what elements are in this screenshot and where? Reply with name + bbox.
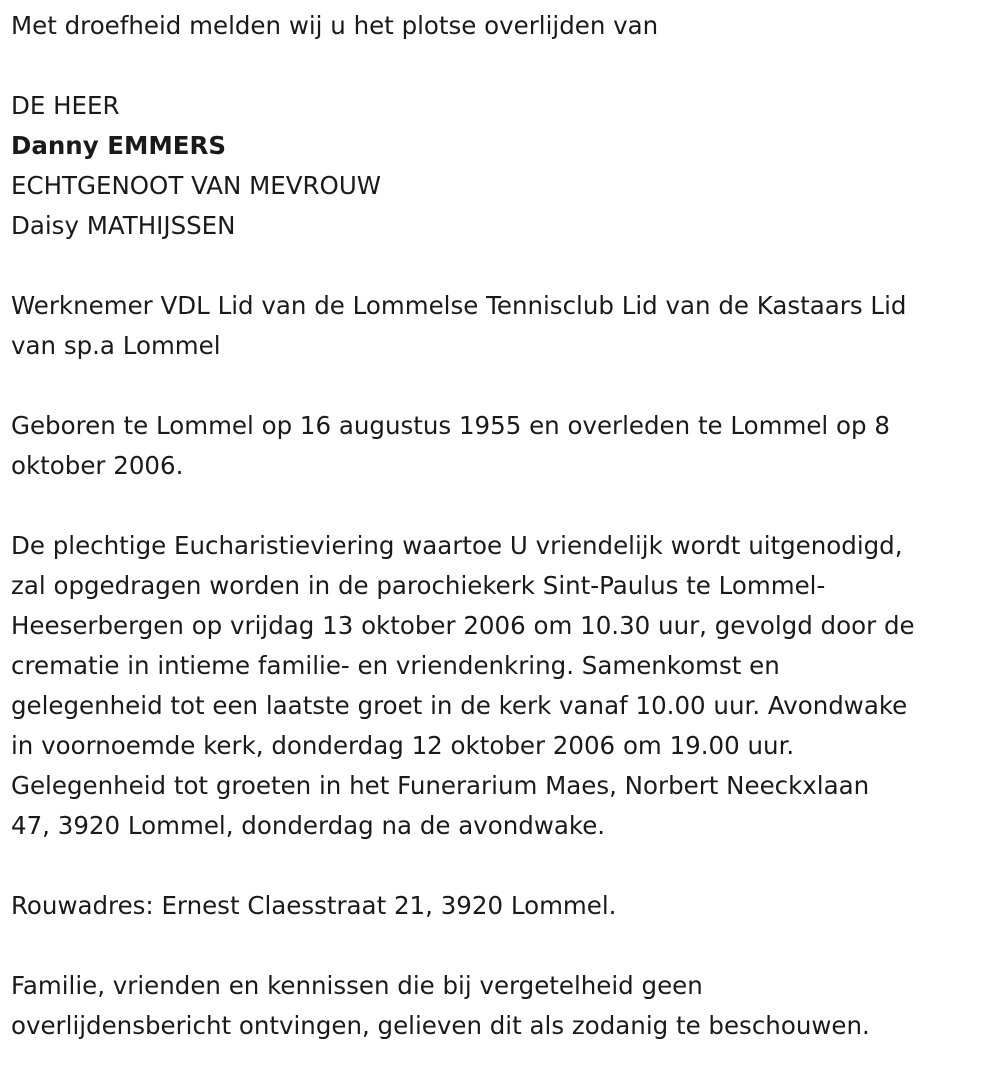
salutation: DE HEER [11, 91, 120, 120]
ceremony-line: 47, 3920 Lommel, donderdag na de avondwake. [11, 811, 606, 840]
spacer [11, 846, 988, 886]
ceremony-line: in voornoemde kerk, donderdag 12 oktober 2006 om 19.00 uur. [11, 731, 795, 760]
spacer [11, 366, 988, 406]
ceremony-line: De plechtige Eucharistieviering waartoe U vriendelijk wordt uitgenodigd, [11, 531, 903, 560]
spacer [11, 926, 988, 966]
memberships-line: Werknemer VDL Lid van de Lommelse Tennisclub Lid van de Kastaars Lid [11, 291, 907, 320]
ceremony-line: gelegenheid tot een laatste groet in de kerk vanaf 10.00 uur. Avondwake [11, 691, 908, 720]
spacer [11, 486, 988, 526]
spacer [11, 46, 988, 86]
birth-death-line: Geboren te Lommel op 16 augustus 1955 en overleden te Lommel op 8 [11, 411, 890, 440]
memberships-line: van sp.a Lommel [11, 331, 221, 360]
ceremony-line: Gelegenheid tot groeten in het Funerarium Maes, Norbert Neeckxlaan [11, 771, 870, 800]
birth-death-paragraph [11, 406, 988, 486]
deceased-name: Danny EMMERS [11, 131, 226, 160]
spouse-name: Daisy MATHIJSSEN [11, 211, 236, 240]
ceremony-line: crematie in intieme familie- en vriendenkring. Samenkomst en [11, 651, 780, 680]
birth-death-line: oktober 2006. [11, 451, 184, 480]
closing-line: Familie, vrienden en kennissen die bij vergetelheid geen [11, 971, 703, 1000]
closing-line: overlijdensbericht ontvingen, gelieven dit als zodanig te beschouwen. [11, 1011, 870, 1040]
memberships-paragraph [11, 286, 988, 366]
mourning-address: Rouwadres: Ernest Claesstraat 21, 3920 Lommel. [11, 891, 617, 920]
ceremony-paragraph [11, 526, 988, 846]
ceremony-line: zal opgedragen worden in de parochiekerk Sint-Paulus te Lommel- [11, 571, 826, 600]
intro-text: Met droefheid melden wij u het plotse overlijden van [11, 11, 659, 40]
closing-paragraph [11, 966, 988, 1046]
spacer [11, 246, 988, 286]
ceremony-line: Heeserbergen op vrijdag 13 oktober 2006 om 10.30 uur, gevolgd door de [11, 611, 915, 640]
relation-text: ECHTGENOOT VAN MEVROUW [11, 171, 382, 200]
